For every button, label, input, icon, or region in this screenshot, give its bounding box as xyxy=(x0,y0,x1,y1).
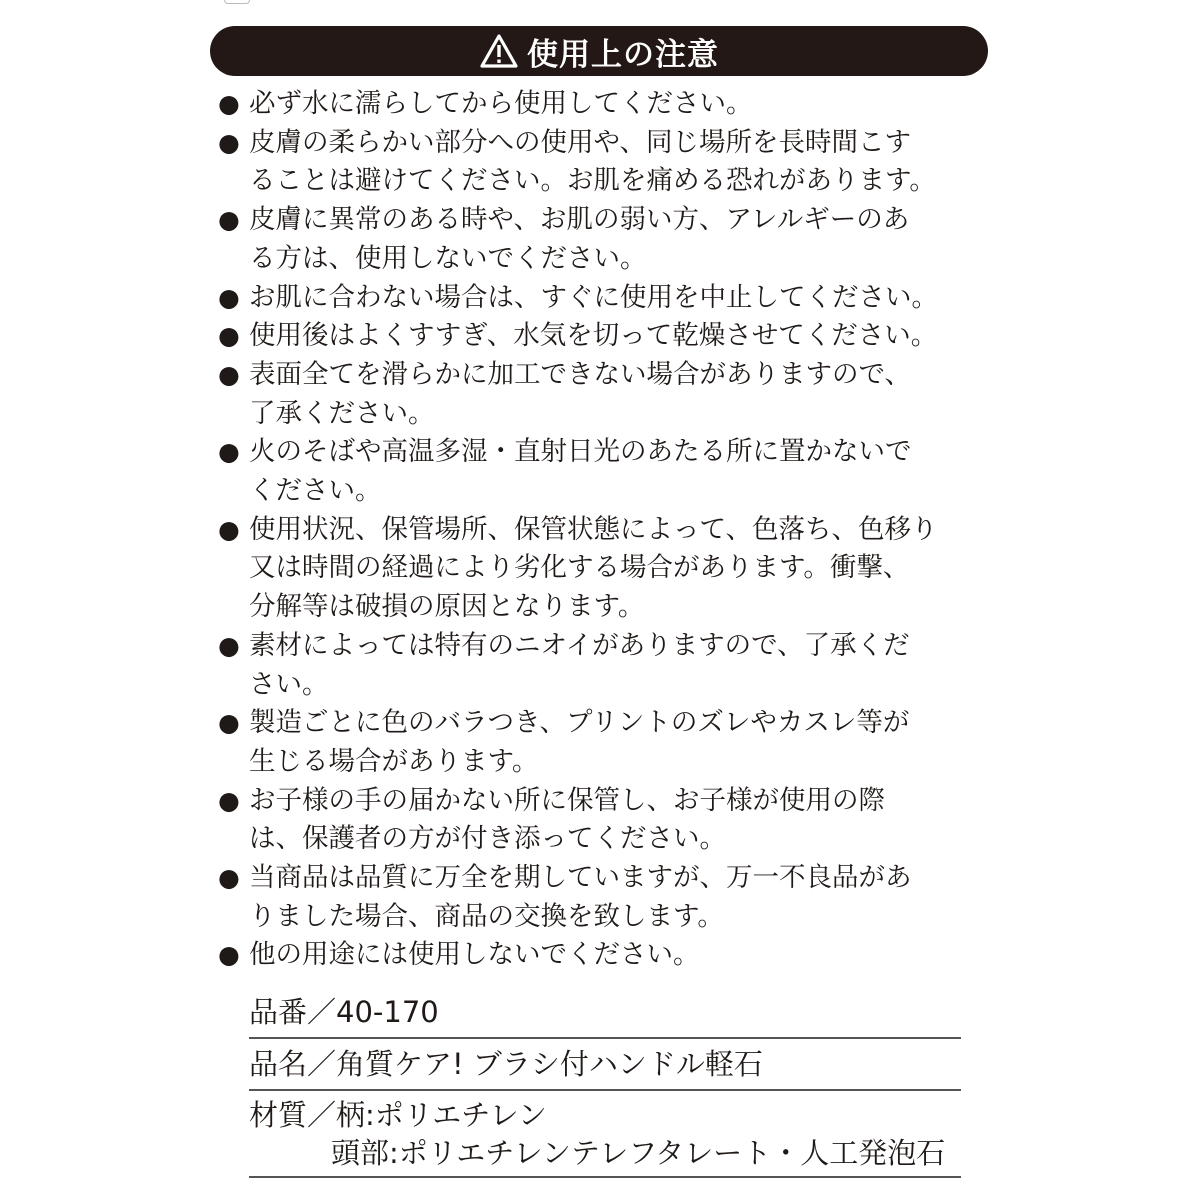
caution-item-line: お肌に合わない場合は、すぐに使用を中止してください。 xyxy=(249,281,938,313)
caution-item-text xyxy=(249,201,909,278)
product-name-label: 品名／ xyxy=(249,1047,337,1081)
caution-title: 使用上の注意 xyxy=(527,36,719,73)
caution-item-line: 了承ください。 xyxy=(249,397,435,429)
bullet-icon: ● xyxy=(218,630,240,660)
caution-item xyxy=(218,782,988,859)
bullet-icon: ● xyxy=(218,127,240,157)
caution-item-line: 生じる場合があります。 xyxy=(249,745,539,777)
product-number-label: 品番／ xyxy=(249,995,337,1029)
bullet-icon: ● xyxy=(218,89,240,118)
spec-material xyxy=(249,1096,961,1178)
caution-item-line: ください。 xyxy=(249,475,382,507)
caution-item xyxy=(218,627,988,704)
caution-list xyxy=(218,85,988,975)
caution-item-line: りました場合、商品の交換を致します。 xyxy=(249,900,724,932)
caution-item xyxy=(218,201,988,278)
spec-product-name xyxy=(249,1045,961,1091)
caution-item-line: 他の用途には使用しないでください。 xyxy=(249,939,700,971)
caution-item-text xyxy=(249,317,937,356)
caution-item xyxy=(218,279,988,318)
bullet-icon: ● xyxy=(218,321,240,351)
caution-item xyxy=(218,317,988,356)
caution-item-line: 火のそばや高温多湿・直射日光のあたる所に置かないで xyxy=(249,436,912,468)
product-name-value: 角質ケア! ブラシ付ハンドル軽石 xyxy=(336,1047,763,1081)
bullet-icon: ● xyxy=(218,359,240,389)
spec-product-number xyxy=(249,993,961,1039)
caution-item-text xyxy=(249,279,938,318)
caution-item xyxy=(218,124,988,201)
caution-item-line: 使用状況、保管場所、保管状態によって、色落ち、色移り xyxy=(249,513,938,545)
caution-item-line: 皮膚の柔らかい部分への使用や、同じ場所を長時間こす xyxy=(249,126,911,158)
caution-item-line: さい。 xyxy=(249,668,329,700)
caution-item-line: お子様の手の届かない所に保管し、お子様が使用の際 xyxy=(249,784,885,816)
caution-item-line: 当商品は品質に万全を期していますが、万一不良品があ xyxy=(249,862,912,894)
caution-item xyxy=(218,433,988,510)
bullet-icon: ● xyxy=(218,863,240,893)
caution-item xyxy=(218,85,988,124)
bullet-icon: ● xyxy=(218,205,240,235)
caution-item-line: る方は、使用しないでください。 xyxy=(249,242,647,274)
caution-item-line: 素材によっては特有のニオイがありますので、了承くだ xyxy=(249,629,910,661)
material-line-1: 柄:ポリエチレン xyxy=(336,1098,547,1132)
bullet-icon: ● xyxy=(218,785,240,815)
caution-item-line: 製造ごとに色のバラつき、プリントのズレやカスレ等が xyxy=(249,707,910,739)
caution-item-line: 必ず水に濡らしてから使用してください。 xyxy=(249,88,753,119)
caution-item-text xyxy=(249,511,937,627)
caution-item-line: 表面全てを滑らかに加工できない場合がありますので、 xyxy=(249,358,911,390)
caution-item xyxy=(218,859,988,936)
caution-item-text xyxy=(249,124,936,201)
caution-item xyxy=(218,936,988,975)
caution-item-line: は、保護者の方が付き添ってください。 xyxy=(249,823,726,855)
caution-header xyxy=(210,26,988,76)
caution-item xyxy=(218,511,988,627)
caution-item xyxy=(218,704,988,781)
caution-item-text xyxy=(249,433,912,510)
caution-item-text xyxy=(249,627,910,704)
bullet-icon: ● xyxy=(218,437,240,467)
caution-item-text xyxy=(249,859,912,936)
caution-item-text xyxy=(249,704,909,781)
warning-icon xyxy=(479,33,519,69)
caution-item-text xyxy=(249,782,885,859)
bullet-icon: ● xyxy=(218,282,240,312)
bullet-icon: ● xyxy=(218,514,240,544)
caution-item-line: 皮膚に異常のある時や、お肌の弱い方、アレルギーのあ xyxy=(249,204,910,236)
material-line-2: 頭部:ポリエチレンテレフタレート・人工発泡石 xyxy=(331,1136,946,1170)
caution-item-text xyxy=(249,936,700,975)
caution-item-line: 又は時間の経過により劣化する場合があります。衝撃、 xyxy=(249,552,910,584)
caution-item-text xyxy=(249,356,911,433)
caution-item xyxy=(218,356,988,433)
bullet-icon: ● xyxy=(218,708,240,738)
caution-item-line: 分解等は破損の原因となります。 xyxy=(249,591,645,623)
caution-item-line: 使用後はよくすすぎ、水気を切って乾燥させてください。 xyxy=(249,320,938,352)
caution-item-text xyxy=(249,85,753,124)
product-number-value: 40-170 xyxy=(336,995,439,1029)
caution-item-line: ることは避けてください。お肌を痛める恐れがあります。 xyxy=(249,165,936,197)
material-label: 材質／ xyxy=(249,1098,337,1132)
top-edge-mark xyxy=(224,0,250,4)
bullet-icon: ● xyxy=(218,940,240,970)
